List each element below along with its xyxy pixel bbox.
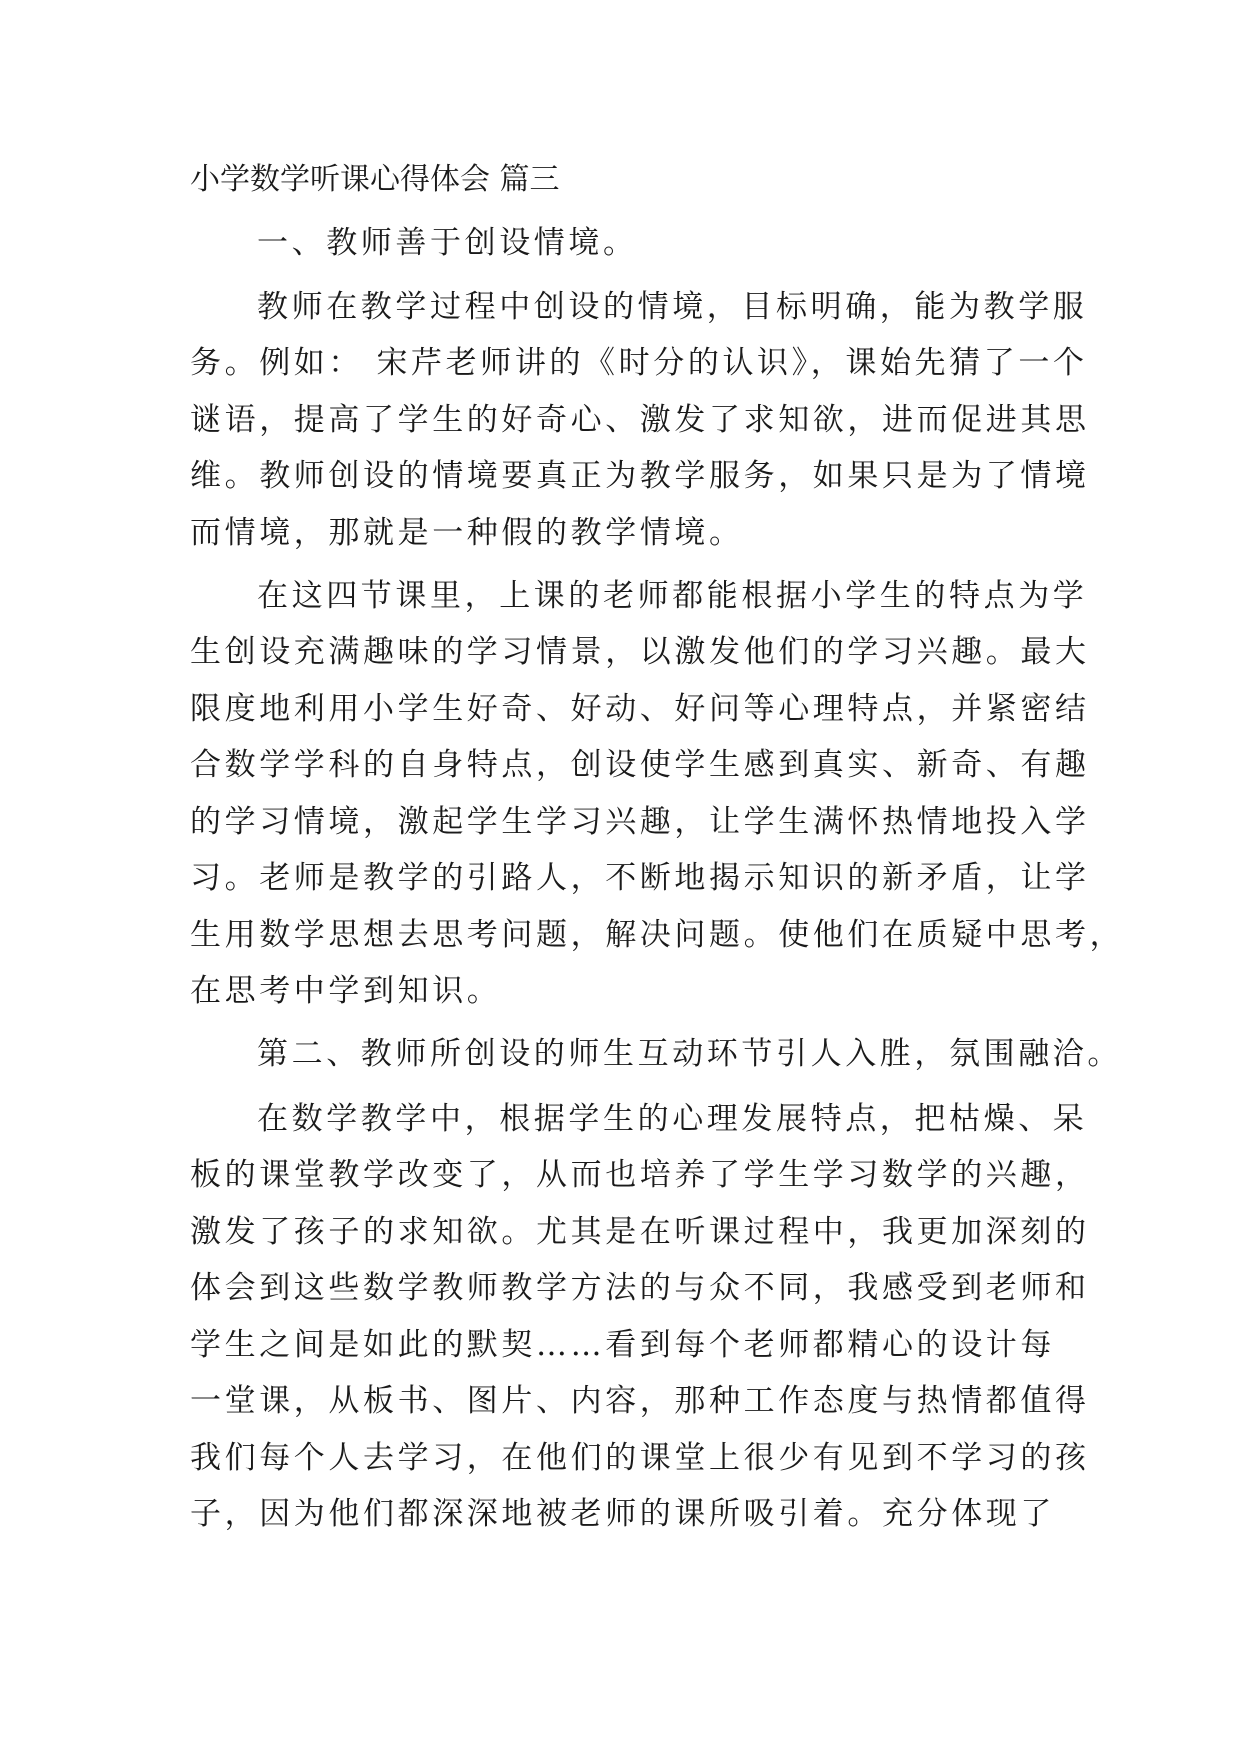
paragraph-line: 一堂课，从板书、图片、内容，那种工作态度与热情都值得 bbox=[190, 1383, 1090, 1419]
paragraph-line: 生创设充满趣味的学习情景，以激发他们的学习兴趣。最大 bbox=[190, 634, 1090, 670]
paragraph-line: 习。老师是教学的引路人，不断地揭示知识的新矛盾，让学 bbox=[190, 860, 1090, 896]
paragraph-line: 在这四节课里，上课的老师都能根据小学生的特点为学 bbox=[257, 578, 1088, 614]
paragraph-line: 合数学学科的自身特点，创设使学生感到真实、新奇、有趣 bbox=[190, 747, 1090, 783]
paragraph-line: 谜语，提高了学生的好奇心、激发了求知欲，进而促进其思 bbox=[190, 402, 1090, 438]
paragraph-line: 的学习情境，激起学生学习兴趣，让学生满怀热情地投入学 bbox=[190, 804, 1090, 840]
paragraph-line: 务。例如： 宋芹老师讲的《时分的认识》，课始先猜了一个 bbox=[190, 345, 1088, 381]
paragraph-line: 板的课堂教学改变了，从而也培养了学生学习数学的兴趣， bbox=[190, 1157, 1090, 1193]
paragraph-line: 限度地利用小学生好奇、好动、好问等心理特点，并紧密结 bbox=[190, 691, 1090, 727]
heading-section-2: 第二、教师所创设的师生互动环节引人入胜，氛围融洽。 bbox=[257, 1036, 1122, 1072]
paragraph-line: 生用数学思想去思考问题，解决问题。使他们在质疑中思考， bbox=[190, 917, 1125, 953]
document-title: 小学数学听课心得体会 篇三 bbox=[190, 162, 560, 197]
paragraph-line: 子，因为他们都深深地被老师的课所吸引着。充分体现了 bbox=[190, 1496, 1055, 1532]
paragraph-line: 我们每个人去学习，在他们的课堂上很少有见到不学习的孩 bbox=[190, 1440, 1090, 1476]
paragraph-line: 激发了孩子的求知欲。尤其是在听课过程中，我更加深刻的 bbox=[190, 1214, 1090, 1250]
paragraph-line: 在数学教学中，根据学生的心理发展特点，把枯燥、呆 bbox=[257, 1101, 1088, 1137]
paragraph-line: 维。教师创设的情境要真正为教学服务，如果只是为了情境 bbox=[190, 458, 1090, 494]
paragraph-line: 而情境，那就是一种假的教学情境。 bbox=[190, 515, 744, 551]
paragraph-line: 体会到这些数学教师教学方法的与众不同，我感受到老师和 bbox=[190, 1270, 1090, 1306]
paragraph-line: 学生之间是如此的默契……看到每个老师都精心的设计每 bbox=[190, 1327, 1055, 1363]
paragraph-line: 在思考中学到知识。 bbox=[190, 973, 502, 1009]
paragraph-line: 教师在教学过程中创设的情境，目标明确，能为教学服 bbox=[257, 289, 1088, 325]
heading-section-1: 一、教师善于创设情境。 bbox=[257, 225, 638, 261]
